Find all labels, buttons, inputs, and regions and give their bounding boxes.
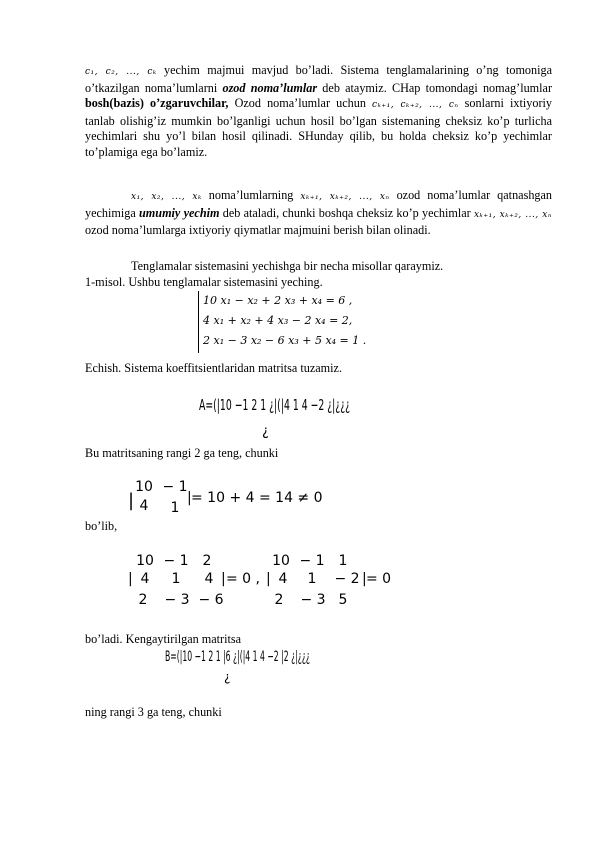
equation-2: 4 x₁ + x₂ + 4 x₃ − 2 x₄ = 2, — [203, 314, 353, 327]
determinant-3x3-a-result: = 0 , — [226, 571, 260, 587]
math-x-free-vars-2: xₖ₊₁, xₖ₊₂, ..., xₙ — [473, 209, 553, 220]
equation-3: 2 x₁ − 3 x₂ − 6 x₃ + 5 x₄ = 1 . — [203, 334, 367, 347]
augmented-matrix-intro: bo’ladi. Kengaytirilgan matritsa — [85, 632, 242, 646]
examples-intro: Tenglamalar sistemasini yechishga bir necha misollar qaraymiz. — [131, 259, 444, 273]
determinant-3x3-a: | 10 − 1 2 4 1 4 2 − 3 − 6 | = 0 , — [128, 553, 260, 608]
rank-2-statement: Bu matritsaning rangi 2 ga teng, chunki — [85, 446, 279, 460]
math-c-vars: c₁, c₂, ..., cₖ — [85, 67, 157, 77]
math-c-free-vars: cₖ₊₁, cₖ₊₂, ..., cₙ — [372, 100, 459, 111]
determinant-2x2: | 10 − 1 4 1 | = 10 + 4 = 14 ≠ 0 — [128, 479, 323, 516]
math-x-vars: x₁, x₂, ..., xₖ — [131, 192, 202, 202]
matrix-b-tail: ¿ — [224, 670, 231, 684]
matrix-a: A=(|10 −1 2 1 ¿|(|4 1 4 −2 ¿|¿¿¿ — [199, 396, 351, 414]
determinant-3x3-b: | 10 − 1 1 4 1 − 2 2 − 3 5 | = 0 — [266, 553, 392, 608]
rank-3-statement: ning rangi 3 ga teng, chunki — [85, 705, 222, 719]
equation-1: 10 x₁ − x₂ + 2 x₃ + x₄ = 6 , — [203, 294, 353, 307]
determinant-2x2-result: = 10 + 4 = 14 ≠ 0 — [191, 490, 323, 506]
math-x-free-vars: xₖ₊₁, xₖ₊₂, ..., xₙ — [300, 192, 390, 202]
term-bazis: bosh(bazis) o’zgaruvchilar, — [85, 96, 229, 111]
text-bolib: bo’lib, — [85, 519, 118, 533]
term-umumiy-yechim: umumiy yechim — [139, 205, 220, 220]
equation-system — [198, 291, 366, 353]
determinant-3x3-b-result: = 0 — [366, 571, 392, 587]
matrix-a-tail: ¿ — [262, 424, 269, 439]
example-1-title: 1-misol. Ushbu tenglamalar sistemasini yeching. — [85, 275, 323, 289]
solution-intro: Echish. Sistema koeffitsientlaridan matritsa tuzamiz. — [85, 361, 342, 375]
matrix-b: B=(|10 −1 2 1 |6 ¿|(|4 1 4 −2 |2 ¿|¿¿¿ — [165, 649, 311, 665]
paragraph-solution-set: c₁, c₂, ..., cₖ yechim majmui mavjud bo’ladi. Sistema tenglamalarining o’ng tomoniga o’tkazilgan noma’lumlarni ozod noma’lumlar deb ataymiz. CHap tomondagi nomag’lumlar bosh(bazis) o’zgaruvchilar, Ozod noma’lumlar uchun cₖ₊₁, cₖ₊₂, ..., cₙ sonlarni ixtiyoriy tanlab olishig’iz mumkin bo’lganligi uchun hosil bo’lgan sistemaning cheksiz ko’p turlicha yechimlari shu yo’l bilan hosil qilinadi. SHunday qilib, bu holda cheksiz ko’p yechimlar to’plamiga ega bo’lamiz. — [85, 63, 553, 159]
paragraph-general-solution: x₁, x₂, ..., xₖ noma’lumlarning xₖ₊₁, xₖ₊₂, ..., xₙ ozod noma’lumlar qatnashgan yechimiga umumiy yechim deb ataladi, chunki boshqa cheksiz ko’p yechimlar xₖ₊₁, xₖ₊₂, ..., xₙ ozod noma’lumlarga ixtiyoriy qiymatlar majmuini berish bilan olinadi. — [85, 188, 553, 238]
term-ozod: ozod noma’lumlar — [222, 80, 318, 95]
